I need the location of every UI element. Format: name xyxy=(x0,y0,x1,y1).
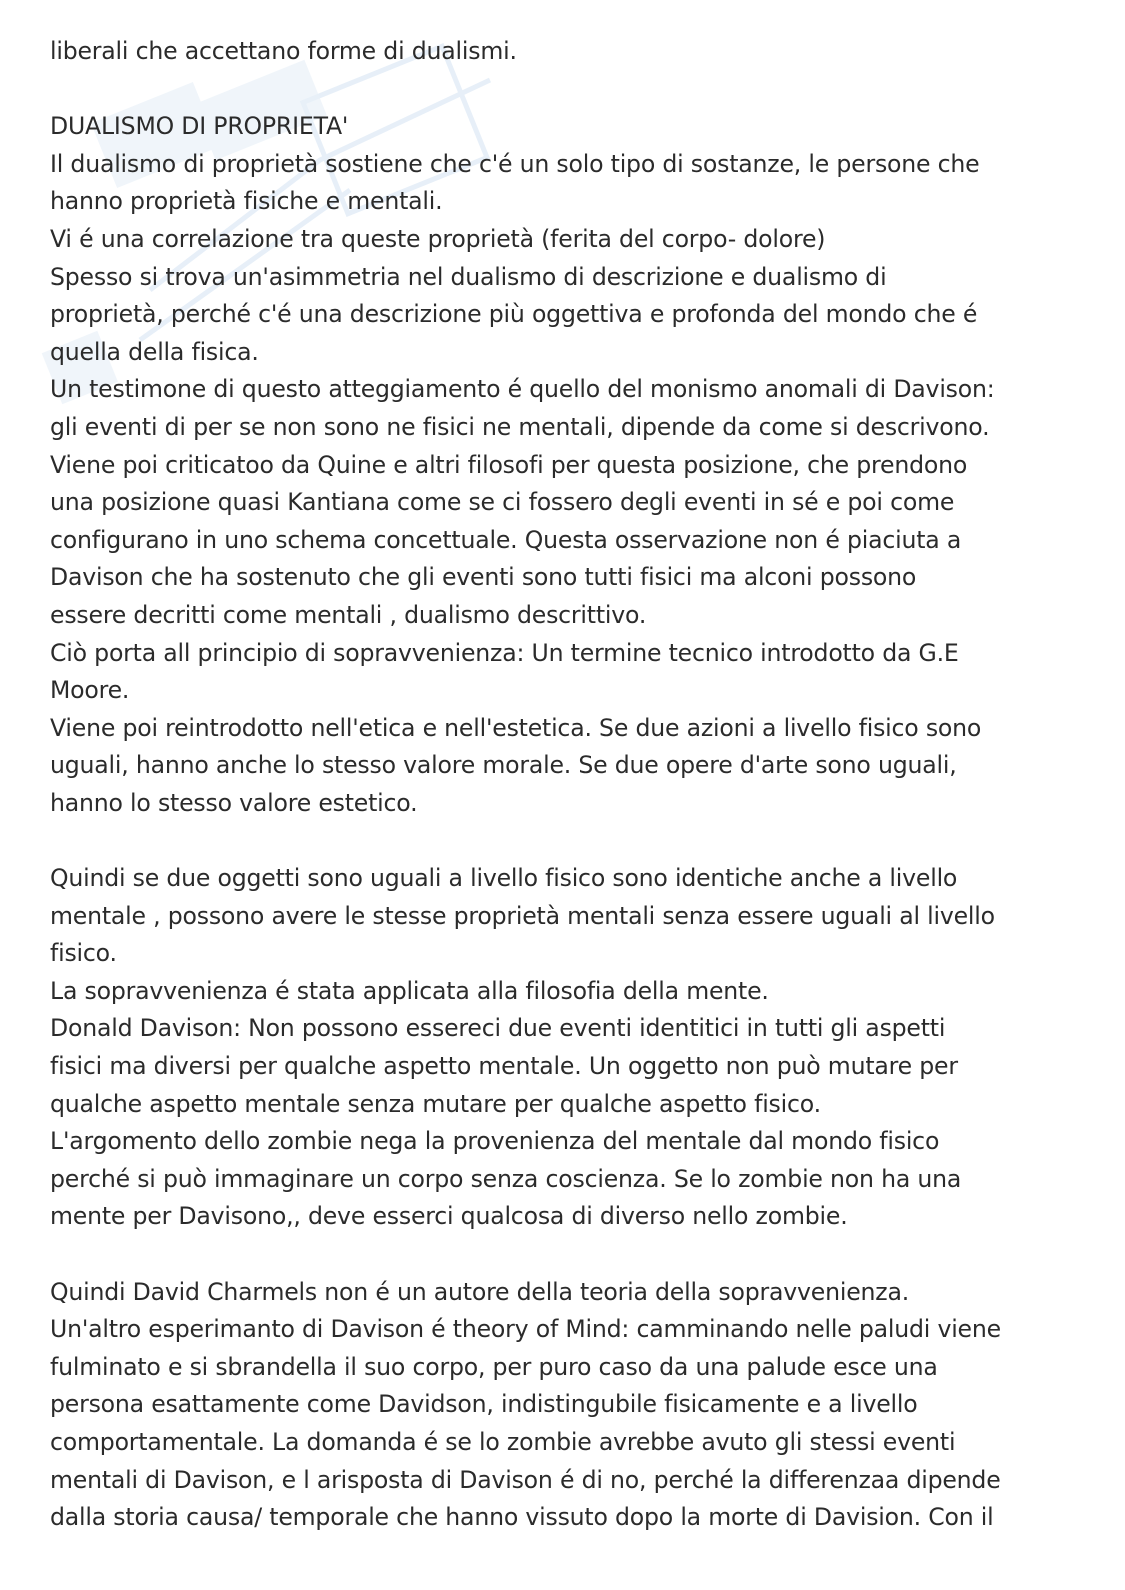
text-line: proprietà, perché c'é una descrizione più oggettiva e profonda del mondo che é xyxy=(50,300,978,329)
text-line: Davison che ha sostenuto che gli eventi sono tutti fisici ma alconi possono xyxy=(50,563,917,592)
text-line: uguali, hanno anche lo stesso valore morale. Se due opere d'arte sono uguali, xyxy=(50,751,957,780)
text-line: persona esattamente come Davidson, indistingubile fisicamente e a livello xyxy=(50,1390,918,1419)
text-line: qualche aspetto mentale senza mutare per qualche aspetto fisico. xyxy=(50,1089,821,1118)
text-line: quella della fisica. xyxy=(50,337,259,366)
text-line: Vi é una correlazione tra queste proprietà (ferita del corpo- dolore) xyxy=(50,224,826,253)
text-line: Un'altro esperimanto di Davison é theory of Mind: camminando nelle paludi viene xyxy=(50,1315,1001,1344)
text-line: mentali di Davison, e l arisposta di Davison é di no, perché la differenzaa dipende xyxy=(50,1465,1001,1494)
text-line: Il dualismo di proprietà sostiene che c'é un solo tipo di sostanze, le persone che xyxy=(50,149,980,178)
text-line: fisici ma diversi per qualche aspetto mentale. Un oggetto non può mutare per xyxy=(50,1052,958,1081)
text-line: configurano in uno schema concettuale. Questa osservazione non é piaciuta a xyxy=(50,525,962,554)
text-line: Moore. xyxy=(50,676,130,705)
text-line: liberali che accettano forme di dualismi. xyxy=(50,37,517,65)
text-line: Ciò porta all principio di sopravvenienza: Un termine tecnico introdotto da G.E xyxy=(50,638,959,667)
text-line: comportamentale. La domanda é se lo zombie avrebbe avuto gli stessi eventi xyxy=(50,1427,956,1456)
text-line: Quindi se due oggetti sono uguali a livello fisico sono identiche anche a livello xyxy=(50,864,958,893)
text-line: hanno proprietà fisiche e mentali. xyxy=(50,187,443,216)
text-line: fisico. xyxy=(50,939,117,968)
text-line: una posizione quasi Kantiana come se ci fossero degli eventi in sé e poi come xyxy=(50,488,955,517)
section-heading: DUALISMO DI PROPRIETA' xyxy=(50,112,349,141)
text-line: gli eventi di per se non sono ne fisici ne mentali, dipende da come si descrivono. xyxy=(50,412,990,441)
text-line: essere decritti come mentali , dualismo descrittivo. xyxy=(50,600,647,629)
text-line: mentale , possono avere le stesse proprietà mentali senza essere uguali al livello xyxy=(50,901,995,930)
text-line: L'argomento dello zombie nega la provenienza del mentale dal mondo fisico xyxy=(50,1127,940,1156)
text-line: fulminato e si sbrandella il suo corpo, per puro caso da una palude esce una xyxy=(50,1352,938,1381)
text-line: Un testimone di questo atteggiamento é quello del monismo anomali di Davison: xyxy=(50,375,995,404)
text-line: Spesso si trova un'asimmetria nel dualismo di descrizione e dualismo di xyxy=(50,262,887,291)
text-line: dalla storia causa/ temporale che hanno vissuto dopo la morte di Davision. Con il xyxy=(50,1503,994,1532)
text-line: Donald Davison: Non possono essereci due eventi identitici in tutti gli aspetti xyxy=(50,1014,946,1043)
text-line: La sopravvenienza é stata applicata alla filosofia della mente. xyxy=(50,976,769,1005)
text-line: hanno lo stesso valore estetico. xyxy=(50,788,418,817)
text-line: mente per Davisono,, deve esserci qualcosa di diverso nello zombie. xyxy=(50,1202,848,1231)
text-line: Viene poi criticatoo da Quine e altri filosofi per questa posizione, che prendono xyxy=(50,450,968,479)
text-line: Viene poi reintrodotto nell'etica e nell'estetica. Se due azioni a livello fisico sono xyxy=(50,713,982,742)
document-body xyxy=(50,33,1090,1537)
text-line: Quindi David Charmels non é un autore della teoria della sopravvenienza. xyxy=(50,1277,910,1306)
text-line: perché si può immaginare un corpo senza coscienza. Se lo zombie non ha una xyxy=(50,1164,962,1193)
